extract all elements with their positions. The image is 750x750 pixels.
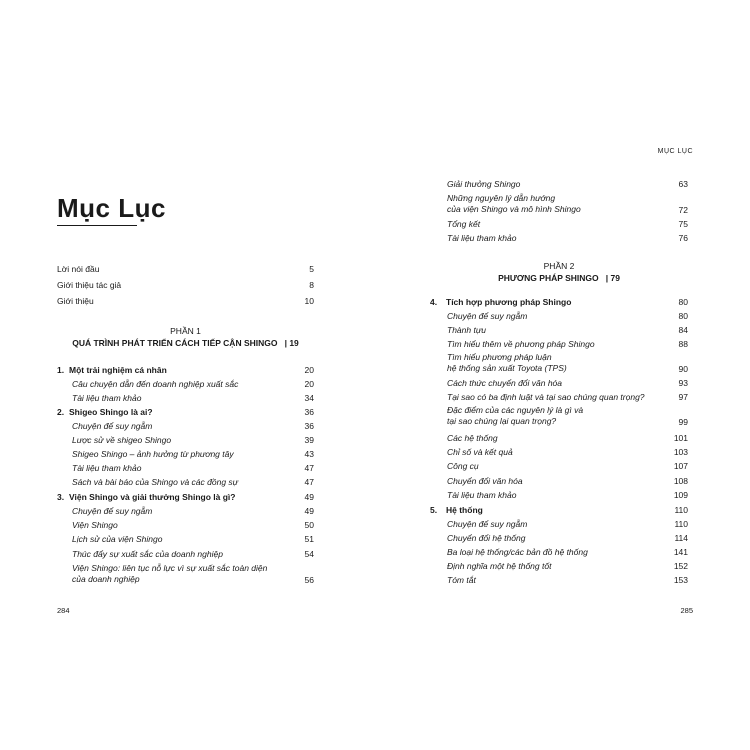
entry-title: Công cụ [447, 461, 479, 471]
entry-title: Chuyện để suy ngẫm [447, 311, 528, 321]
entry-title: Cách thức chuyển đổi văn hóa [447, 378, 563, 388]
toc-section [447, 531, 688, 545]
page-number: 284 [57, 606, 70, 615]
entry-page: 39 [304, 435, 314, 445]
part-label: PHẦN 1 [170, 326, 201, 336]
entry-page: 5 [309, 264, 314, 274]
entry-title: Chuyển đổi hệ thống [447, 533, 526, 543]
right-page [375, 0, 750, 750]
entry-title: Lời nói đầu [57, 264, 100, 274]
toc-section [72, 532, 314, 546]
entry-title-line2: của doanh nghiệp [72, 574, 140, 584]
entry-title: Shigeo Shingo là ai? [69, 407, 153, 417]
entry-title-line2: hệ thống sản xuất Toyota (TPS) [447, 363, 567, 373]
entry-title: Shigeo Shingo – ảnh hưởng từ phương tây [72, 449, 234, 459]
entry-title: Chuyển đổi văn hóa [447, 476, 523, 486]
entry-title: Giới thiệu tác giả [57, 280, 122, 290]
entry-title: Tổng kết [447, 219, 481, 229]
entry-title: Sách và bài báo của Shingo và các đồng sự [72, 477, 239, 487]
toc-entry-front [57, 294, 314, 308]
entry-title: Giải thưởng Shingo [447, 179, 521, 189]
entry-page: 88 [678, 339, 688, 349]
toc-section [72, 504, 314, 518]
toc-section [447, 445, 688, 459]
entry-page: 114 [674, 533, 688, 543]
entry-page: 84 [678, 325, 688, 335]
entry-page: 49 [304, 492, 314, 502]
entry-title: Viện Shingo [72, 520, 118, 530]
toc-section [447, 352, 688, 376]
toc-section [447, 488, 688, 502]
entry-title-line1: Tìm hiểu phương pháp luận [447, 352, 552, 362]
entry-page: 47 [304, 477, 314, 487]
entry-page: 109 [673, 490, 688, 500]
entry-title: Giới thiệu [57, 296, 94, 306]
toc-section [72, 433, 314, 447]
toc-section [72, 563, 314, 587]
toc-entry-front [57, 278, 314, 292]
toc-section [447, 390, 688, 404]
entry-title-line1: Những nguyên lý dẫn hướng [447, 193, 556, 203]
entry-page: 76 [678, 233, 688, 243]
toc-section [447, 323, 688, 337]
entry-page: 107 [673, 461, 688, 471]
entry-title: Tài liệu tham khảo [72, 393, 142, 403]
entry-page: 50 [304, 520, 314, 530]
entry-title-line1: Viện Shingo: liên tục nỗ lực vì sự xuất sắc toàn diện [72, 563, 268, 573]
part-title: PHƯƠNG PHÁP SHINGO [498, 273, 599, 283]
entry-title: Tài liệu tham khảo [447, 233, 517, 243]
entry-page: 75 [678, 219, 688, 229]
entry-page: 20 [304, 365, 314, 375]
toc-section [447, 474, 688, 488]
toc-section [447, 337, 688, 351]
entry-title: Lịch sử của viện Shingo [72, 534, 163, 544]
toc-section [72, 419, 314, 433]
entry-page: 93 [678, 378, 688, 388]
toc-chapter [57, 490, 314, 504]
part-page: | 79 [605, 273, 620, 283]
toc-chapter [430, 503, 688, 517]
toc-section [72, 447, 314, 461]
entry-title: Tích hợp phương pháp Shingo [446, 297, 572, 307]
toc-section [72, 461, 314, 475]
entry-title: Câu chuyện dẫn đến doanh nghiệp xuất sắc [72, 379, 239, 389]
entry-title: Chuyện để suy ngẫm [447, 519, 528, 529]
entry-page: 80 [678, 311, 688, 321]
part-heading [57, 325, 314, 349]
toc-section [447, 517, 688, 531]
entry-title-line1: Đặc điểm của các nguyên lý là gì và [447, 405, 584, 415]
toc-section [447, 231, 688, 245]
entry-page: 63 [678, 179, 688, 189]
chapter-number: 2. [57, 407, 65, 417]
part-heading [430, 260, 688, 284]
toc-section [447, 217, 688, 231]
entry-title: Lược sử về shigeo Shingo [72, 435, 172, 445]
entry-page: 49 [304, 506, 314, 516]
entry-title: Các hệ thống [447, 433, 498, 443]
toc-entry-front [57, 262, 314, 276]
entry-page: 80 [678, 297, 688, 307]
entry-title: Ba loại hệ thống/các bản đồ hệ thống [447, 547, 588, 557]
toc-title: Mục Lục [57, 193, 166, 223]
part-label: PHẦN 2 [543, 261, 575, 271]
entry-title: Tài liệu tham khảo [72, 463, 142, 473]
entry-page: 108 [673, 476, 688, 486]
chapter-number: 4. [430, 297, 438, 307]
part-page: | 19 [284, 338, 299, 348]
entry-page: 141 [673, 547, 688, 557]
entry-page: 20 [304, 379, 314, 389]
title-underline [57, 225, 137, 226]
running-header: MỤC LỤC [657, 148, 693, 155]
entry-page: 54 [304, 549, 314, 559]
entry-page: 8 [309, 280, 314, 290]
entry-page: 36 [304, 407, 314, 417]
chapter-number: 3. [57, 492, 65, 502]
toc-section [447, 431, 688, 445]
entry-page: 101 [673, 433, 688, 443]
toc-chapter [57, 363, 314, 377]
entry-title: Tài liệu tham khảo [447, 490, 517, 500]
toc-section [447, 559, 688, 573]
entry-title: Tóm tắt [447, 575, 476, 585]
entry-title: Thành tựu [447, 325, 486, 335]
entry-title: Hệ thống [446, 505, 483, 515]
toc-section [447, 309, 688, 323]
toc-section [447, 193, 688, 217]
entry-page: 10 [304, 296, 314, 306]
entry-page: 90 [678, 364, 688, 374]
part-title: QUÁ TRÌNH PHÁT TRIỂN CÁCH TIẾP CẬN SHINGO [72, 338, 278, 348]
entry-page: 51 [304, 534, 314, 544]
chapter-number: 1. [57, 365, 65, 375]
entry-title: Thúc đẩy sự xuất sắc của doanh nghiệp [72, 549, 223, 559]
toc-section [447, 459, 688, 473]
chapter-number: 5. [430, 505, 438, 515]
toc-section [72, 391, 314, 405]
entry-page: 47 [304, 463, 314, 473]
entry-page: 152 [673, 561, 688, 571]
toc-section [72, 547, 314, 561]
entry-title: Định nghĩa một hệ thống tốt [447, 561, 552, 571]
entry-page: 43 [304, 449, 314, 459]
entry-page: 34 [304, 393, 314, 403]
entry-page: 110 [674, 519, 688, 529]
entry-page: 153 [673, 575, 688, 585]
entry-page: 110 [674, 505, 688, 515]
page-number: 285 [680, 606, 693, 615]
entry-page: 99 [678, 417, 688, 427]
entry-page: 97 [678, 392, 688, 402]
toc-section [447, 545, 688, 559]
entry-title: Tìm hiểu thêm về phương pháp Shingo [447, 339, 595, 349]
entry-title: Tại sao có ba định luật và tại sao chúng quan trọng? [447, 392, 645, 402]
entry-title: Một trải nghiệm cá nhân [69, 365, 167, 375]
toc-chapter [57, 405, 314, 419]
toc-section [447, 376, 688, 390]
entry-title: Chuyện để suy ngẫm [72, 421, 153, 431]
toc-section [447, 177, 688, 191]
entry-title-line2: tại sao chúng lại quan trọng? [447, 416, 557, 426]
toc-section [72, 475, 314, 489]
entry-page: 36 [304, 421, 314, 431]
toc-section [447, 405, 688, 429]
entry-page: 72 [678, 205, 688, 215]
toc-chapter [430, 295, 688, 309]
entry-title: Chuyện để suy ngẫm [72, 506, 153, 516]
entry-title-line2: của viện Shingo và mô hình Shingo [447, 204, 581, 214]
entry-title: Chỉ số và kết quả [447, 447, 513, 457]
toc-section [72, 518, 314, 532]
entry-title: Viện Shingo và giải thưởng Shingo là gì? [69, 492, 236, 502]
entry-page: 56 [304, 575, 314, 585]
entry-page: 103 [673, 447, 688, 457]
toc-section [447, 573, 688, 587]
toc-section [72, 377, 314, 391]
